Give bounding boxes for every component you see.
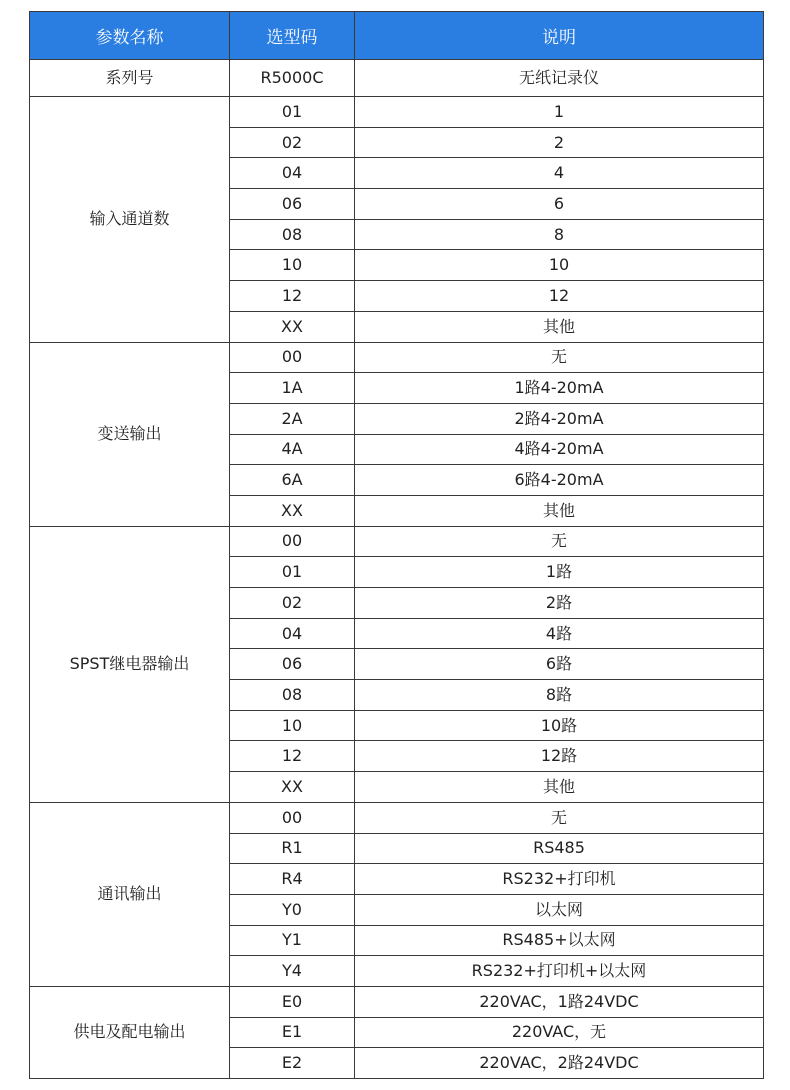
code-cell: Y0 <box>230 894 355 925</box>
table-row <box>30 526 764 557</box>
code-cell: R4 <box>230 864 355 895</box>
description-cell: 无 <box>355 526 764 557</box>
code-cell: 00 <box>230 526 355 557</box>
code-cell: Y1 <box>230 925 355 956</box>
code-cell: 6A <box>230 465 355 496</box>
code-cell: 10 <box>230 250 355 281</box>
description-cell: 1 <box>355 97 764 128</box>
code-cell: Y4 <box>230 956 355 987</box>
description-cell: 220VAC，2路24VDC <box>355 1048 764 1079</box>
description-cell: 12 <box>355 281 764 312</box>
group-name: 变送输出 <box>30 342 230 526</box>
code-cell: E1 <box>230 1017 355 1048</box>
code-cell: 02 <box>230 588 355 619</box>
code-cell: 04 <box>230 158 355 189</box>
description-cell: 以太网 <box>355 894 764 925</box>
description-cell: 其他 <box>355 311 764 342</box>
description-cell: RS485 <box>355 833 764 864</box>
description-cell: 10路 <box>355 710 764 741</box>
code-cell: 02 <box>230 127 355 158</box>
model-selection-table <box>29 11 764 1079</box>
group-name: 通讯输出 <box>30 802 230 986</box>
code-cell: E2 <box>230 1048 355 1079</box>
description-cell: 1路 <box>355 557 764 588</box>
code-cell: 01 <box>230 97 355 128</box>
description-cell: 4路 <box>355 618 764 649</box>
description-cell: 4 <box>355 158 764 189</box>
group-name: 供电及配电输出 <box>30 986 230 1078</box>
description-cell: 1路4-20mA <box>355 373 764 404</box>
description-cell: 6 <box>355 189 764 220</box>
description-cell: 2路 <box>355 588 764 619</box>
table-row <box>30 986 764 1017</box>
code-cell: E0 <box>230 986 355 1017</box>
code-cell: 01 <box>230 557 355 588</box>
table-row <box>30 97 764 128</box>
code-cell: XX <box>230 772 355 803</box>
code-cell: 06 <box>230 189 355 220</box>
series-desc: 无纸记录仪 <box>355 60 764 97</box>
series-name: 系列号 <box>30 60 230 97</box>
table-row <box>30 342 764 373</box>
code-cell: 08 <box>230 680 355 711</box>
code-cell: 06 <box>230 649 355 680</box>
description-cell: 220VAC，1路24VDC <box>355 986 764 1017</box>
description-cell: 220VAC，无 <box>355 1017 764 1048</box>
code-cell: 12 <box>230 281 355 312</box>
code-cell: R1 <box>230 833 355 864</box>
description-cell: 无 <box>355 802 764 833</box>
description-cell: 其他 <box>355 772 764 803</box>
description-cell: 10 <box>355 250 764 281</box>
header-code: 选型码 <box>230 12 355 60</box>
group-name: 输入通道数 <box>30 97 230 343</box>
description-cell: 无 <box>355 342 764 373</box>
header-description: 说明 <box>355 12 764 60</box>
description-cell: 12路 <box>355 741 764 772</box>
code-cell: XX <box>230 495 355 526</box>
description-cell: 8 <box>355 219 764 250</box>
code-cell: 04 <box>230 618 355 649</box>
description-cell: 2路4-20mA <box>355 403 764 434</box>
description-cell: 6路 <box>355 649 764 680</box>
description-cell: 4路4-20mA <box>355 434 764 465</box>
code-cell: 10 <box>230 710 355 741</box>
code-cell: 00 <box>230 802 355 833</box>
code-cell: 08 <box>230 219 355 250</box>
table-row <box>30 802 764 833</box>
description-cell: RS485+以太网 <box>355 925 764 956</box>
description-cell: RS232+打印机+以太网 <box>355 956 764 987</box>
group-name: SPST继电器输出 <box>30 526 230 802</box>
code-cell: 1A <box>230 373 355 404</box>
code-cell: 2A <box>230 403 355 434</box>
table-header-row <box>30 12 764 60</box>
table-body <box>30 60 764 1079</box>
code-cell: 12 <box>230 741 355 772</box>
code-cell: 4A <box>230 434 355 465</box>
description-cell: RS232+打印机 <box>355 864 764 895</box>
description-cell: 6路4-20mA <box>355 465 764 496</box>
series-code: R5000C <box>230 60 355 97</box>
series-row <box>30 60 764 97</box>
code-cell: XX <box>230 311 355 342</box>
description-cell: 8路 <box>355 680 764 711</box>
description-cell: 2 <box>355 127 764 158</box>
code-cell: 00 <box>230 342 355 373</box>
description-cell: 其他 <box>355 495 764 526</box>
header-param-name: 参数名称 <box>30 12 230 60</box>
